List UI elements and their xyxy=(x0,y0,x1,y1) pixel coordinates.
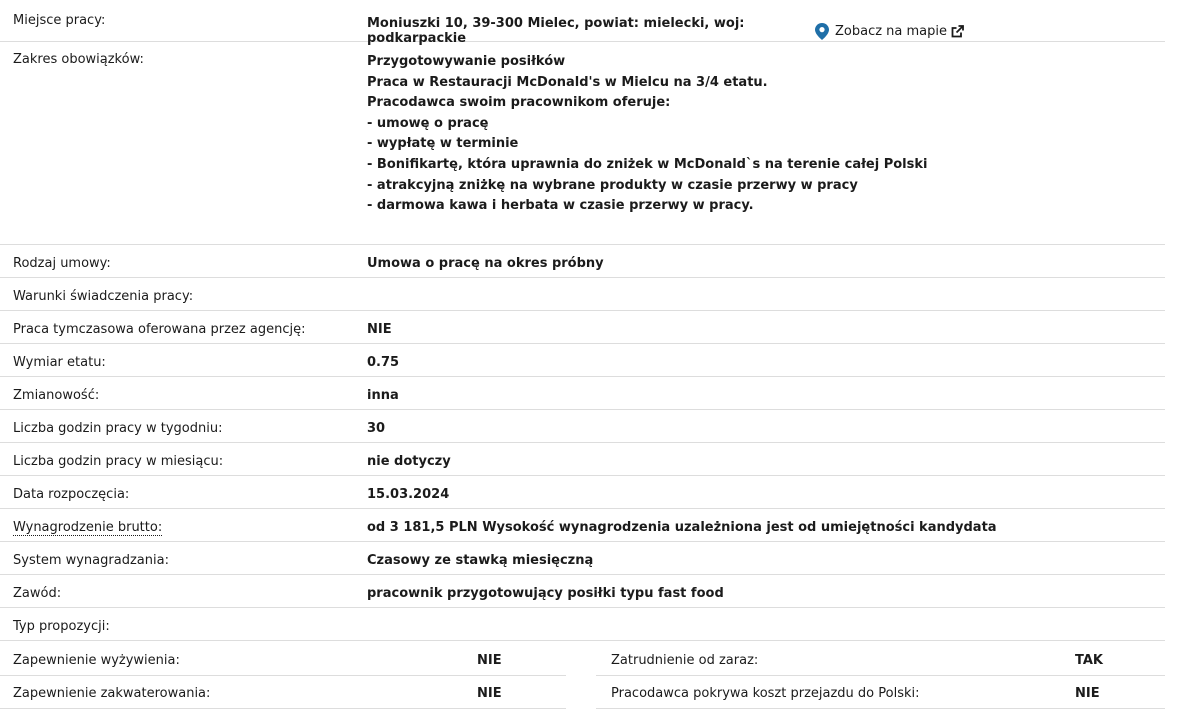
meals-label: Zapewnienie wyżywienia: xyxy=(13,653,180,668)
row-location xyxy=(0,0,1165,46)
duty-line: Pracodawca swoim pracownikom oferuje: xyxy=(367,95,671,111)
duty-line: - wypłatę w terminie xyxy=(367,136,519,152)
row-accommodation xyxy=(0,676,566,709)
profession-label: Zawód: xyxy=(13,586,62,601)
show-on-map-label: Zobacz na mapie xyxy=(835,23,948,39)
map-pin-icon xyxy=(815,23,829,40)
row-weekly-hours xyxy=(0,410,1165,443)
row-fte xyxy=(0,344,1165,377)
immediate-start-value: TAK xyxy=(1075,653,1103,668)
immediate-start-label: Zatrudnienie od zaraz: xyxy=(611,653,759,668)
duties-label: Zakres obowiązków: xyxy=(13,52,144,67)
row-offer-type xyxy=(0,608,1165,641)
row-shifts xyxy=(0,377,1165,410)
accommodation-value: NIE xyxy=(477,686,502,701)
show-on-map-link[interactable] xyxy=(815,23,964,40)
row-duties xyxy=(0,42,1165,245)
row-salary xyxy=(0,509,1165,542)
row-profession xyxy=(0,575,1165,608)
row-meals xyxy=(0,643,566,676)
temp-agency-label: Praca tymczasowa oferowana przez agencję: xyxy=(13,322,306,337)
duty-line: - darmowa kawa i herbata w czasie przerwy w pracy. xyxy=(367,198,754,214)
row-temp-agency xyxy=(0,311,1165,344)
shifts-label: Zmianowość: xyxy=(13,388,100,403)
start-date-value: 15.03.2024 xyxy=(367,487,450,502)
row-immediate-start xyxy=(596,643,1165,676)
conditions-value xyxy=(354,278,1165,289)
duties-value xyxy=(354,42,1165,217)
offer-type-label: Typ propozycji: xyxy=(13,619,110,634)
monthly-hours-label: Liczba godzin pracy w miesiącu: xyxy=(13,454,224,469)
duty-line: - umowę o pracę xyxy=(367,115,489,131)
accommodation-label: Zapewnienie zakwaterowania: xyxy=(13,686,211,701)
fte-value: 0.75 xyxy=(367,355,400,370)
row-contract xyxy=(0,245,1165,278)
offer-details-grid xyxy=(0,643,1165,720)
contract-label: Rodzaj umowy: xyxy=(13,256,111,271)
start-date-label: Data rozpoczęcia: xyxy=(13,487,130,502)
duty-line: - atrakcyjną zniżkę na wybrane produkty w czasie przerwy w pracy xyxy=(367,177,858,193)
travel-cost-label: Pracodawca pokrywa koszt przejazdu do Polski: xyxy=(611,686,920,701)
duty-line: Praca w Restauracji McDonald's w Mielcu na 3/4 etatu. xyxy=(367,74,768,90)
weekly-hours-value: 30 xyxy=(367,421,386,436)
contract-value: Umowa o pracę na okres próbny xyxy=(367,256,604,271)
pay-system-value: Czasowy ze stawką miesięczną xyxy=(367,553,594,568)
offer-details-left xyxy=(0,643,566,709)
weekly-hours-label: Liczba godzin pracy w tygodniu: xyxy=(13,421,223,436)
travel-cost-value: NIE xyxy=(1075,686,1100,701)
row-travel-cost xyxy=(596,676,1165,709)
pay-system-label: System wynagradzania: xyxy=(13,553,169,568)
duty-line: - Bonifikartę, która uprawnia do zniżek w McDonald`s na terenie całej Polski xyxy=(367,156,928,172)
location-value: Moniuszki 10, 39-300 Mielec, powiat: mielecki, woj: podkarpackie xyxy=(367,16,745,46)
row-pay-system xyxy=(0,542,1165,575)
salary-value: od 3 181,5 PLN Wysokość wynagrodzenia uzależniona jest od umiejętności kandydata xyxy=(367,520,997,535)
offer-details-right xyxy=(596,643,1165,709)
external-link-icon xyxy=(951,25,964,38)
duty-line: Przygotowywanie posiłków xyxy=(367,54,566,69)
row-conditions xyxy=(0,278,1165,311)
offer-type-value xyxy=(354,608,1165,619)
row-start-date xyxy=(0,476,1165,509)
row-monthly-hours xyxy=(0,443,1165,476)
temp-agency-value: NIE xyxy=(367,322,392,337)
monthly-hours-value: nie dotyczy xyxy=(367,454,451,469)
salary-label-tooltip[interactable]: Wynagrodzenie brutto: xyxy=(13,520,163,535)
fte-label: Wymiar etatu: xyxy=(13,355,106,370)
meals-value: NIE xyxy=(477,653,502,668)
conditions-label: Warunki świadczenia pracy: xyxy=(13,289,194,304)
shifts-value: inna xyxy=(367,388,399,403)
profession-value: pracownik przygotowujący posiłki typu fast food xyxy=(367,586,724,601)
location-label: Miejsce pracy: xyxy=(13,13,106,28)
